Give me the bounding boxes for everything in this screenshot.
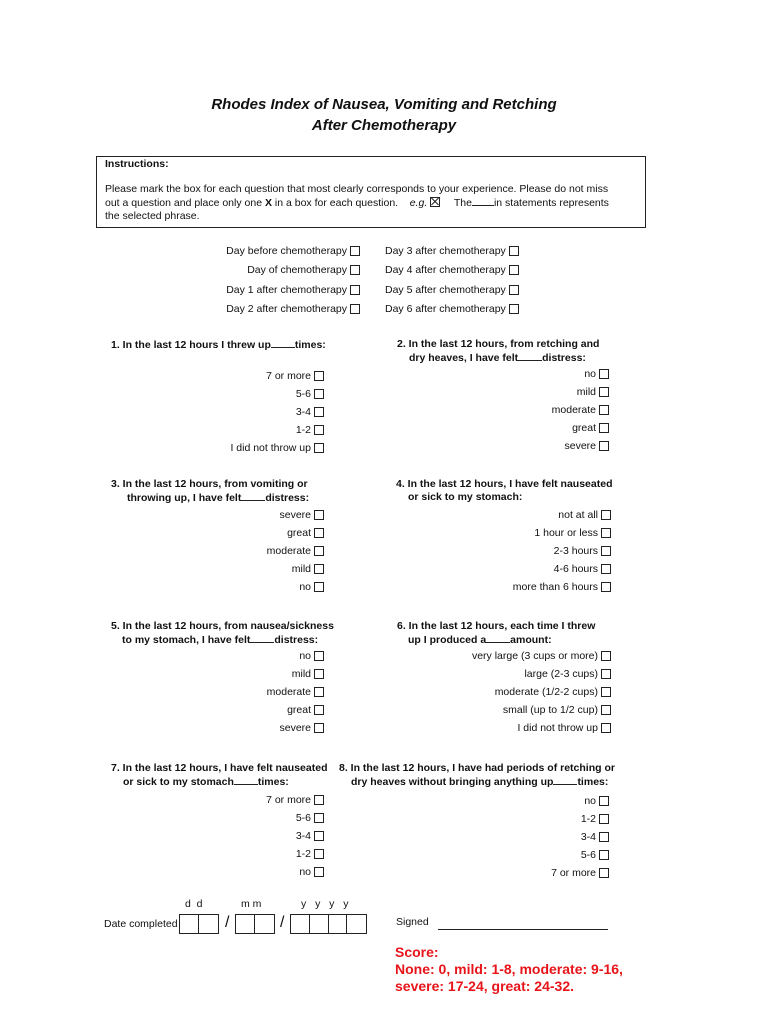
answer-option[interactable] (266, 827, 324, 845)
blank-line (472, 196, 494, 206)
checkbox[interactable] (599, 405, 609, 415)
instructions-line2-text-c: in statements represents (493, 197, 609, 209)
checked-box-example-icon (430, 197, 440, 207)
checkbox[interactable] (314, 705, 324, 715)
day-label: Day 4 after chemotherapy (385, 264, 506, 277)
question-3 (111, 478, 309, 505)
instructions-x-mark: X (264, 197, 272, 209)
answer-option[interactable] (551, 828, 609, 846)
question-7-options (266, 791, 324, 881)
checkbox[interactable] (509, 265, 519, 275)
digit-cell[interactable] (199, 915, 218, 933)
instructions-line2-text: out a question and place only one (105, 197, 263, 209)
answer-option[interactable] (472, 719, 611, 737)
option-label: 3-4 (580, 831, 596, 843)
month-hint: m m (241, 898, 262, 910)
option-label: no (299, 650, 311, 662)
option-label: 1-2 (295, 424, 311, 436)
digit-cell[interactable] (310, 915, 329, 933)
question-8 (339, 762, 615, 789)
checkbox[interactable] (350, 265, 360, 275)
answer-option[interactable] (472, 647, 611, 665)
question-text: distress: (274, 634, 319, 646)
checkbox[interactable] (599, 814, 609, 824)
checkbox[interactable] (599, 441, 609, 451)
blank-line (234, 775, 258, 785)
checkbox[interactable] (350, 304, 360, 314)
option-label: 7 or more (551, 867, 596, 879)
checkbox[interactable] (314, 651, 324, 661)
checkbox[interactable] (599, 850, 609, 860)
checkbox[interactable] (314, 443, 324, 453)
answer-option[interactable] (513, 560, 611, 578)
digit-cell[interactable] (329, 915, 348, 933)
option-label: mild (291, 563, 311, 575)
question-5 (111, 620, 334, 647)
question-6 (397, 620, 595, 647)
checkbox[interactable] (509, 246, 519, 256)
checkbox[interactable] (601, 651, 611, 661)
checkbox[interactable] (314, 371, 324, 381)
option-label: moderate (551, 404, 596, 416)
checkbox[interactable] (601, 723, 611, 733)
option-label: great (287, 527, 311, 539)
option-label: 7 or more (266, 370, 311, 382)
option-label: 1-2 (580, 813, 596, 825)
option-label: moderate (1/2-2 cups) (494, 686, 598, 698)
checkbox[interactable] (314, 687, 324, 697)
question-text: amount: (510, 634, 552, 646)
answer-option[interactable] (267, 683, 324, 701)
date-separator: / (280, 914, 285, 931)
answer-option[interactable] (552, 365, 609, 383)
date-separator: / (225, 914, 230, 931)
checkbox[interactable] (601, 582, 611, 592)
checkbox[interactable] (601, 705, 611, 715)
question-text: distress: (542, 352, 586, 364)
score-heading: Score: (395, 944, 439, 960)
checkbox[interactable] (601, 510, 611, 520)
day-option[interactable] (385, 300, 519, 320)
digit-cell[interactable] (255, 915, 274, 933)
day-label: Day 2 after chemotherapy (226, 303, 347, 316)
instructions-line3: the selected phrase. (105, 210, 200, 222)
checkbox[interactable] (314, 582, 324, 592)
checkbox[interactable] (509, 285, 519, 295)
answer-option[interactable] (472, 683, 611, 701)
answer-option[interactable] (267, 701, 324, 719)
answer-option[interactable] (513, 524, 611, 542)
option-label: great (287, 704, 311, 716)
option-label: 5-6 (295, 388, 311, 400)
answer-option[interactable] (266, 791, 324, 809)
question-7 (111, 762, 328, 789)
question-text: or sick to my stomach: (408, 491, 523, 503)
question-2-options (552, 365, 609, 455)
digit-cell[interactable] (180, 915, 199, 933)
answer-option[interactable] (267, 665, 324, 683)
option-label: mild (291, 668, 311, 680)
instructions-eg: e.g. (409, 197, 428, 209)
blank-line (553, 775, 577, 785)
instructions-text (105, 183, 625, 223)
answer-option[interactable] (266, 863, 324, 881)
option-label: severe (279, 509, 311, 521)
blank-line (518, 351, 542, 361)
question-text: 6. In the last 12 hours, each time I threw (397, 620, 596, 632)
answer-option[interactable] (230, 385, 324, 403)
blank-line (241, 491, 265, 501)
answer-option[interactable] (551, 810, 609, 828)
option-label: 5-6 (580, 849, 596, 861)
signed-label: Signed (396, 916, 429, 928)
question-1-options (230, 367, 324, 457)
score-ranges-line2: severe: 17-24, great: 24-32. (395, 978, 574, 994)
day-option[interactable] (226, 280, 360, 300)
blank-line (486, 633, 510, 643)
question-text: times: (294, 339, 326, 351)
option-label: very large (3 cups or more) (471, 650, 598, 662)
checkbox[interactable] (314, 389, 324, 399)
option-label: not at all (558, 509, 598, 521)
day-label: Day 6 after chemotherapy (385, 303, 506, 316)
checkbox[interactable] (314, 528, 324, 538)
option-label: small (up to 1/2 cup) (502, 704, 598, 716)
option-label: 5-6 (295, 812, 311, 824)
blank-line (250, 633, 274, 643)
signature-line[interactable] (438, 929, 608, 930)
day-option[interactable] (226, 261, 360, 281)
option-label: I did not throw up (230, 442, 311, 454)
checkbox[interactable] (314, 723, 324, 733)
answer-option[interactable] (513, 578, 611, 596)
question-text: throwing up, I have felt (127, 492, 242, 504)
day-label: Day 5 after chemotherapy (385, 283, 506, 296)
option-label: severe (279, 722, 311, 734)
month-input[interactable] (235, 914, 275, 934)
checkbox[interactable] (350, 285, 360, 295)
checkbox[interactable] (314, 831, 324, 841)
option-label: great (572, 422, 596, 434)
score-ranges-line1: None: 0, mild: 1-8, moderate: 9-16, (395, 961, 623, 977)
checkbox[interactable] (599, 832, 609, 842)
answer-option[interactable] (513, 542, 611, 560)
form-title-line1: Rhodes Index of Nausea, Vomiting and Retching (211, 96, 557, 113)
answer-option[interactable] (551, 864, 609, 882)
option-label: large (2-3 cups) (524, 668, 598, 680)
instructions-the: The (453, 197, 472, 209)
question-text: 5. In the last 12 hours, from nausea/sickness (111, 620, 334, 632)
option-label: 3-4 (295, 830, 311, 842)
digit-cell[interactable] (347, 915, 366, 933)
days-right-column (385, 241, 519, 319)
answer-option[interactable] (266, 845, 324, 863)
digit-cell[interactable] (236, 915, 255, 933)
checkbox[interactable] (314, 813, 324, 823)
checkbox[interactable] (601, 687, 611, 697)
instructions-line1: Please mark the box for each question that most clearly corresponds to your experience. Please do not miss (105, 183, 609, 195)
day-hint: d d (185, 898, 203, 910)
option-label: moderate (266, 545, 311, 557)
form-title-line2: After Chemotherapy (311, 117, 457, 134)
question-6-options (472, 647, 611, 737)
day-label: Day of chemotherapy (247, 264, 347, 277)
answer-option[interactable] (551, 846, 609, 864)
day-label: Day before chemotherapy (226, 244, 347, 257)
day-label: Day 3 after chemotherapy (385, 244, 506, 257)
option-label: 1-2 (295, 848, 311, 860)
answer-option[interactable] (267, 719, 324, 737)
question-text: 8. In the last 12 hours, I have had periods of retching or (339, 762, 615, 774)
answer-option[interactable] (267, 560, 324, 578)
question-8-options (551, 792, 609, 882)
checkbox[interactable] (509, 304, 519, 314)
date-completed-label: Date completed (104, 918, 178, 930)
option-label: 2-3 hours (553, 545, 598, 557)
question-4-options (513, 506, 611, 596)
instructions-box (96, 156, 646, 228)
question-5-options (267, 647, 324, 737)
answer-option[interactable] (266, 809, 324, 827)
day-option[interactable] (385, 241, 519, 261)
option-label: severe (564, 440, 596, 452)
answer-option[interactable] (472, 665, 611, 683)
answer-option[interactable] (267, 524, 324, 542)
checkbox[interactable] (314, 564, 324, 574)
day-option[interactable] (385, 261, 519, 281)
answer-option[interactable] (267, 578, 324, 596)
year-input[interactable] (290, 914, 367, 934)
question-text: 3. In the last 12 hours, from vomiting or (111, 478, 308, 490)
option-label: I did not throw up (517, 722, 598, 734)
checkbox[interactable] (314, 795, 324, 805)
day-option[interactable] (226, 300, 360, 320)
question-3-options (267, 506, 324, 596)
option-label: mild (576, 386, 596, 398)
checkbox[interactable] (314, 510, 324, 520)
answer-option[interactable] (552, 401, 609, 419)
question-text: times: (257, 776, 289, 788)
answer-option[interactable] (230, 439, 324, 457)
instructions-heading: Instructions: (105, 158, 169, 170)
day-option[interactable] (385, 280, 519, 300)
option-label: moderate (266, 686, 311, 698)
instructions-line2 (105, 196, 625, 210)
score-block (395, 944, 623, 995)
question-text: 1. In the last 12 hours I threw up (111, 339, 271, 351)
checkbox[interactable] (314, 546, 324, 556)
option-label: no (299, 581, 311, 593)
answer-option[interactable] (267, 542, 324, 560)
digit-cell[interactable] (291, 915, 310, 933)
question-text: 7. In the last 12 hours, I have felt nauseated (111, 762, 328, 774)
checkbox[interactable] (314, 849, 324, 859)
question-text: dry heaves, I have felt (409, 352, 519, 364)
checkbox[interactable] (599, 423, 609, 433)
checkbox[interactable] (599, 796, 609, 806)
option-label: 4-6 hours (553, 563, 598, 575)
question-text: or sick to my stomach (123, 776, 234, 788)
checkbox[interactable] (601, 669, 611, 679)
question-text: dry heaves without bringing anything up (351, 776, 554, 788)
answer-option[interactable] (552, 383, 609, 401)
checkbox[interactable] (314, 407, 324, 417)
question-text: to my stomach, I have felt (122, 634, 251, 646)
year-hint: y y y y (301, 898, 350, 910)
option-label: 7 or more (266, 794, 311, 806)
option-label: more than 6 hours (512, 581, 598, 593)
checkbox[interactable] (601, 564, 611, 574)
option-label: no (584, 795, 596, 807)
answer-option[interactable] (552, 437, 609, 455)
question-2 (397, 338, 599, 365)
days-left-column (226, 241, 360, 319)
answer-option[interactable] (513, 506, 611, 524)
day-option[interactable] (226, 241, 360, 261)
answer-option[interactable] (551, 792, 609, 810)
question-text: distress: (265, 492, 310, 504)
question-text: 4. In the last 12 hours, I have felt nauseated (396, 478, 613, 490)
checkbox[interactable] (599, 387, 609, 397)
answer-option[interactable] (230, 421, 324, 439)
checkbox[interactable] (601, 528, 611, 538)
answer-option[interactable] (267, 506, 324, 524)
question-text: up I produced a (408, 634, 487, 646)
option-label: no (584, 368, 596, 380)
answer-option[interactable] (230, 367, 324, 385)
day-label: Day 1 after chemotherapy (226, 283, 347, 296)
instructions-line2-text-b: in a box for each question. (274, 197, 399, 209)
blank-line (271, 338, 295, 348)
answer-option[interactable] (267, 647, 324, 665)
checkbox[interactable] (350, 246, 360, 256)
answer-option[interactable] (472, 701, 611, 719)
checkbox[interactable] (599, 868, 609, 878)
checkbox[interactable] (601, 546, 611, 556)
option-label: 3-4 (295, 406, 311, 418)
question-4 (396, 478, 613, 504)
option-label: no (299, 866, 311, 878)
checkbox[interactable] (314, 867, 324, 877)
checkbox[interactable] (314, 669, 324, 679)
checkbox[interactable] (314, 425, 324, 435)
day-input[interactable] (179, 914, 219, 934)
checkbox[interactable] (599, 369, 609, 379)
question-text: 2. In the last 12 hours, from retching and (397, 338, 600, 350)
option-label: 1 hour or less (534, 527, 598, 539)
question-text: times: (577, 776, 609, 788)
answer-option[interactable] (552, 419, 609, 437)
question-1 (111, 338, 326, 352)
answer-option[interactable] (230, 403, 324, 421)
